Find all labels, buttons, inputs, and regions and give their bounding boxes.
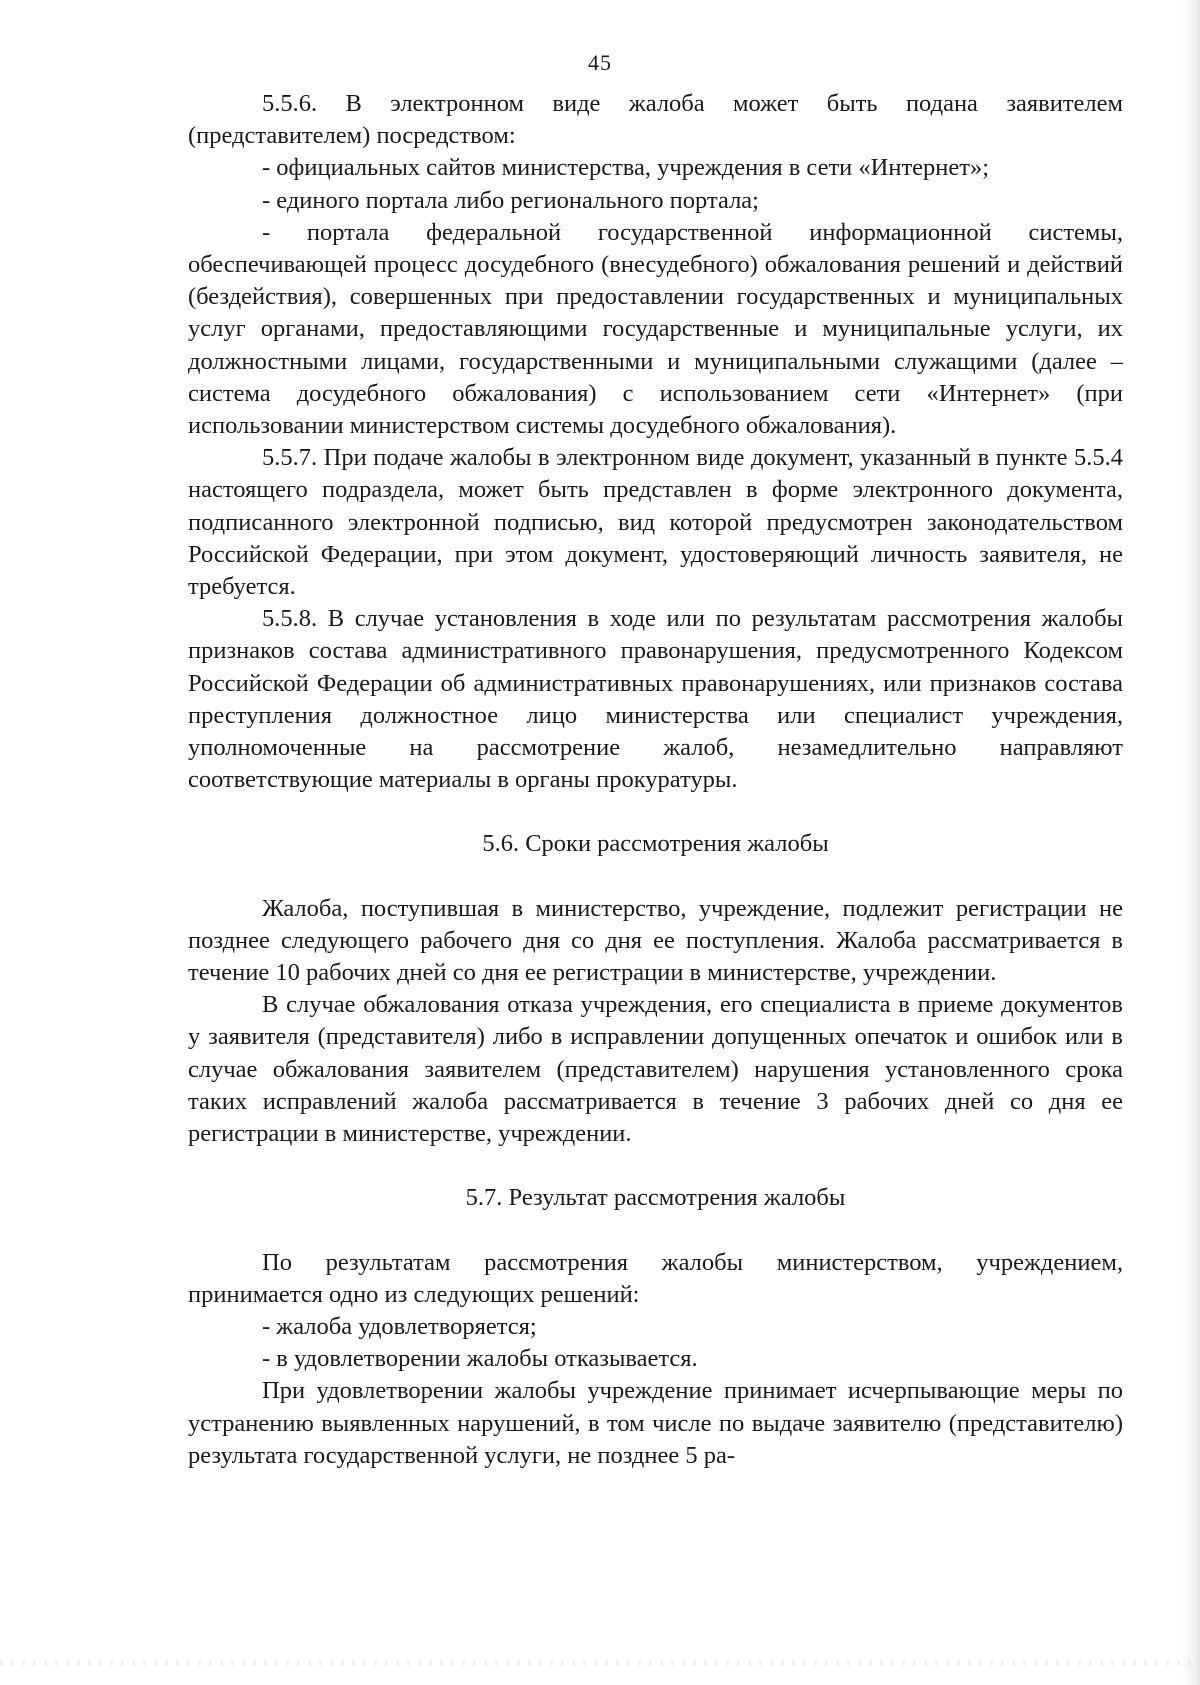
list-item-unified-portal: - единого портала либо регионального портала;: [262, 186, 759, 214]
list-item-federal-portal: - портала федеральной государственной информационной системы, обеспечивающей процесс досудебного (внесудебного) обжалования решений и действий (бездействия), совершенных при предоставлении государственных и муниципальных услуг органами, предоставляющими государственные и муниципальные услуги, их должностными лицами, государственными и муниципальными служащими (далее – система досудебного обжалования) с использованием сети «Интернет» (при использовании министерством системы досудебного обжалования).: [188, 218, 1123, 440]
list-item-official-sites: - официальных сайтов министерства, учреждения в сети «Интернет»;: [262, 154, 990, 182]
scan-edge-shadow: [1182, 0, 1200, 1685]
paragraph-5-6-refusal-appeal: В случае обжалования отказа учреждения, его специалиста в приеме документов у заявителя (представителя) либо в исправлении допущенных опечаток и ошибок или в случае обжалования заявителем (представителем) нарушения установленного срока таких исправлений жалоба рассматривается в течение 3 рабочих дней со дня ее регистрации в министерстве, учреждении.: [188, 991, 1123, 1148]
page-number: 45: [588, 50, 612, 75]
paragraph-5-6-registration: Жалоба, поступившая в министерство, учреждение, подлежит регистрации не позднее следующего рабочего дня со дня ее поступления. Жалоба рассматривается в течение 10 рабочих дней со дня ее регистрации в министерстве, учреждении.: [188, 894, 1123, 987]
spacer: [188, 861, 1123, 893]
document-body: [188, 88, 1123, 1472]
paragraph-5-5-6: 5.5.6. В электронном виде жалоба может быть подана заявителем (представителем) посредством:: [188, 90, 1123, 150]
paragraph-5-7-decisions: По результатам рассмотрения жалобы министерством, учреждением, принимается одно из следующих решений:: [188, 1248, 1123, 1308]
section-heading-5-6: 5.6. Сроки рассмотрения жалобы: [482, 830, 829, 858]
paragraph-5-5-8: 5.5.8. В случае установления в ходе или по результатам рассмотрения жалобы признаков состава административного правонарушения, предусмотренного Кодексом Российской Федерации об административных правонарушениях, или признаков состава преступления должностное лицо министерства или специалист учреждения, уполномоченные на рассмотрение жалоб, незамедлительно направляют соответствующие материалы в органы прокуратуры.: [188, 605, 1123, 794]
spacer: [188, 1150, 1123, 1182]
spacer: [188, 796, 1123, 828]
list-item-complaint-rejected: - в удовлетворении жалобы отказывается.: [262, 1345, 698, 1373]
spacer: [188, 1215, 1123, 1247]
paragraph-5-5-7: 5.5.7. При подаче жалобы в электронном виде документ, указанный в пункте 5.5.4 настоящего подраздела, может быть представлен в форме электронного документа, подписанного электронной подписью, вид которой предусмотрен законодательством Российской Федерации, при этом документ, удостоверяющий личность заявителя, не требуется.: [188, 444, 1123, 601]
paragraph-5-7-measures: При удовлетворении жалобы учреждение принимает исчерпывающие меры по устранению выявленных нарушений, в том числе по выдаче заявителю (представителю) результата государственной услуги, не позднее 5 ра-: [188, 1377, 1123, 1469]
scan-noise: [0, 1660, 1200, 1666]
section-heading-5-7: 5.7. Результат рассмотрения жалобы: [465, 1184, 846, 1212]
list-item-complaint-satisfied: - жалоба удовлетворяется;: [262, 1312, 537, 1340]
